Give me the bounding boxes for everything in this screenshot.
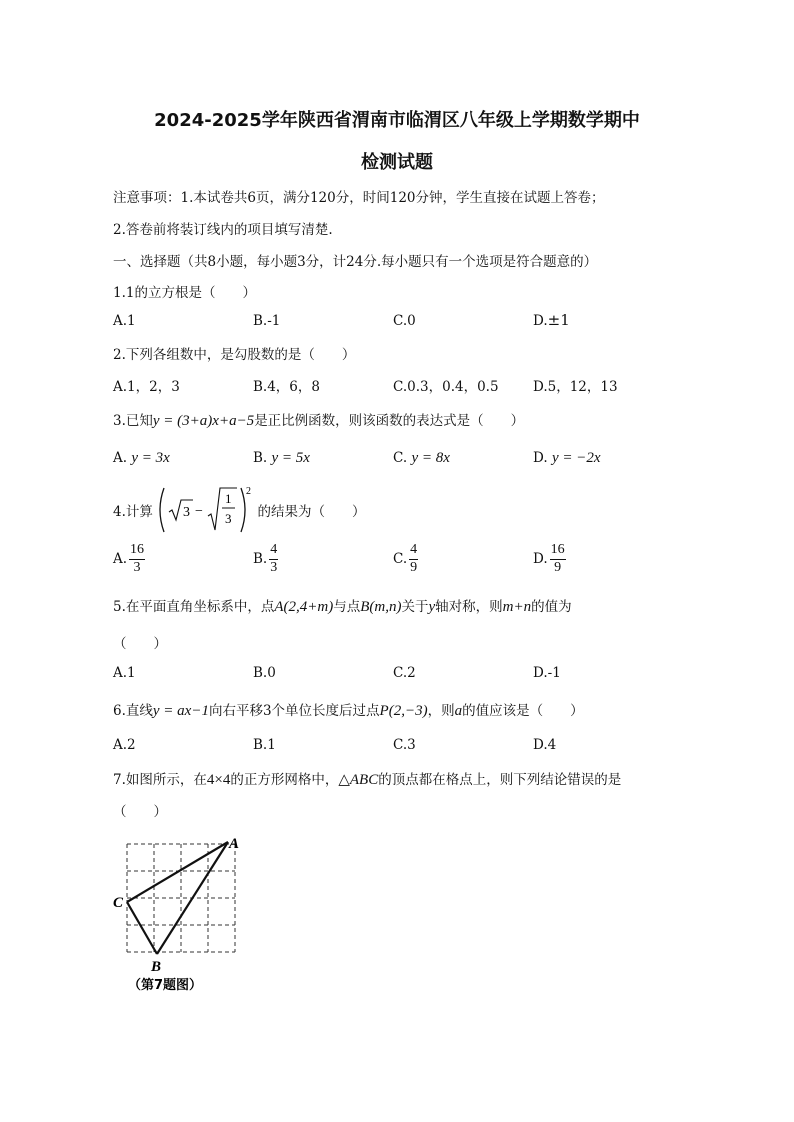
page-title-line2: 检测试题 xyxy=(361,152,433,173)
q6-option-a: A.2 xyxy=(113,737,136,753)
figure-caption: （第7题图） xyxy=(128,978,203,993)
q6-option-b: B.1 xyxy=(253,737,276,753)
q4-minus: − xyxy=(195,504,204,519)
q3-option-b-value: y = 5x xyxy=(271,450,310,466)
q4-option-a-prefix: A. xyxy=(113,551,128,568)
q5-option-d: D.-1 xyxy=(533,665,561,681)
q6-suffix: 的值应该是（ ） xyxy=(462,703,584,719)
vertex-c-label: C xyxy=(113,895,124,911)
q7-suffix: 的顶点都在格点上，则下列结论错误的是 xyxy=(378,772,622,788)
q4-option-b-num: 4 xyxy=(269,543,278,560)
q1-option-c: C.0 xyxy=(393,313,416,329)
q4-prefix: 4.计算 xyxy=(113,504,153,520)
q4-option-c-num: 4 xyxy=(409,543,418,560)
q4-option-a-frac xyxy=(129,543,145,575)
q6-option-d: D.4 xyxy=(533,737,557,753)
q3-option-b xyxy=(253,450,310,467)
q4-option-d-den: 9 xyxy=(554,559,562,575)
q4-option-b-den: 3 xyxy=(270,559,278,575)
q4-option-d xyxy=(533,543,566,575)
vertex-a-label: A xyxy=(229,836,240,852)
q6-mid2: ，则 xyxy=(427,703,455,719)
q6-var: a xyxy=(454,703,463,719)
q2-option-c: C.0.3，0.4，0.5 xyxy=(393,379,499,395)
q3-option-c-prefix: C. xyxy=(393,450,412,466)
q3-stem xyxy=(113,409,524,430)
grid-lines xyxy=(127,844,235,952)
q3-option-d-prefix: D. xyxy=(533,450,552,466)
q5-prefix: 5.在平面直角坐标系中，点 xyxy=(113,599,275,615)
q4-option-d-frac xyxy=(550,543,566,575)
q2-option-a: A.1，2，3 xyxy=(113,379,180,395)
q4-frac-num: 1 xyxy=(225,491,232,506)
page-title: 2024-2025学年陕西省渭南市临渭区八年级上学期数学期中 xyxy=(154,110,640,131)
q5-option-c: C.2 xyxy=(393,665,416,681)
section-heading: 一、选择题（共8小题，每小题3分，计24分.每小题只有一个选项是符合题意的） xyxy=(113,254,598,270)
q7-stem xyxy=(113,768,621,789)
q3-option-c xyxy=(393,450,450,467)
q1-option-b: B.-1 xyxy=(253,313,281,329)
q3-formula: y = (3+a)x+a−5 xyxy=(152,413,255,429)
q5-stem xyxy=(113,595,572,616)
q5-suffix: 的值为 xyxy=(531,599,572,615)
q4-option-c-prefix: C. xyxy=(393,551,408,568)
q6-option-c: C.3 xyxy=(393,737,416,753)
vertex-b-label: B xyxy=(151,959,162,975)
q4-option-c-frac xyxy=(409,543,418,575)
q4-option-a-num: 16 xyxy=(129,543,145,560)
q4-suffix: 的结果为（ ） xyxy=(257,504,366,520)
q5-expr: m+n xyxy=(502,599,532,615)
q5-point-b: B(m,n) xyxy=(360,599,402,615)
q4-option-a-den: 3 xyxy=(133,559,141,575)
q2-option-b: B.4，6，8 xyxy=(253,379,320,395)
q4-power: 2 xyxy=(246,486,252,497)
q3-suffix: 是正比例函数，则该函数的表达式是（ ） xyxy=(254,413,525,429)
q5-mid1: 与点 xyxy=(333,599,361,615)
q7-paren: （ ） xyxy=(113,804,167,820)
q7-grid: 4×4 xyxy=(206,772,231,788)
notes-line1: 注意事项：1.本试卷共6页，满分120分，时间120分钟，学生直接在试题上答卷； xyxy=(113,190,605,206)
q4-option-b xyxy=(253,543,278,575)
q7-triangle: △ABC xyxy=(338,772,379,788)
q5-mid2: 关于 xyxy=(401,599,429,615)
q2-option-d: D.5，12，13 xyxy=(533,379,618,395)
q1-stem: 1.1的立方根是（ ） xyxy=(113,285,256,301)
notes-line2: 2.答卷前将装订线内的项目填写清楚. xyxy=(113,222,333,238)
q5-option-b: B.0 xyxy=(253,665,276,681)
q2-stem: 2.下列各组数中，是勾股数的是（ ） xyxy=(113,347,356,363)
q6-stem xyxy=(113,699,584,720)
q4-option-b-frac xyxy=(269,543,278,575)
q6-mid1: 向右平移3个单位长度后过点 xyxy=(208,703,380,719)
q5-axis: y xyxy=(428,599,436,615)
q3-option-d xyxy=(533,450,601,467)
q7-figure xyxy=(110,832,250,1007)
q1-option-d-value: ±1 xyxy=(547,311,570,329)
q3-option-a-prefix: A. xyxy=(113,450,132,466)
q4-option-a xyxy=(113,543,145,575)
q3-option-c-value: y = 8x xyxy=(411,450,450,466)
q6-prefix: 6.直线 xyxy=(113,703,153,719)
q3-option-a-value: y = 3x xyxy=(131,450,170,466)
q4-frac-den: 3 xyxy=(225,511,232,526)
q5-option-a: A.1 xyxy=(113,665,136,681)
q4-stem xyxy=(113,482,365,538)
q3-prefix: 3.已知 xyxy=(113,413,153,429)
q3-option-a xyxy=(113,450,170,467)
q5-mid3: 轴对称，则 xyxy=(435,599,503,615)
q4-option-c xyxy=(393,543,418,575)
q7-prefix: 7.如图所示，在 xyxy=(113,772,207,788)
q3-option-d-value: y = −2x xyxy=(551,450,601,466)
q6-point: P(2,−3) xyxy=(379,703,428,719)
q4-option-d-num: 16 xyxy=(550,543,566,560)
q5-paren: （ ） xyxy=(113,636,167,652)
q4-expression xyxy=(157,482,253,538)
q4-option-d-prefix: D. xyxy=(533,551,548,568)
q4-option-b-prefix: B. xyxy=(253,551,268,568)
q6-line: y = ax−1 xyxy=(152,703,209,719)
q4-root1: 3 xyxy=(183,505,191,520)
q3-option-b-prefix: B. xyxy=(253,450,272,466)
q7-mid: 的正方形网格中， xyxy=(230,772,339,788)
q5-point-a: A(2,4+m) xyxy=(274,599,334,615)
q1-option-d xyxy=(533,311,570,329)
q4-option-c-den: 9 xyxy=(410,559,418,575)
q1-option-a: A.1 xyxy=(113,313,136,329)
q1-option-d-prefix: D. xyxy=(533,313,548,329)
